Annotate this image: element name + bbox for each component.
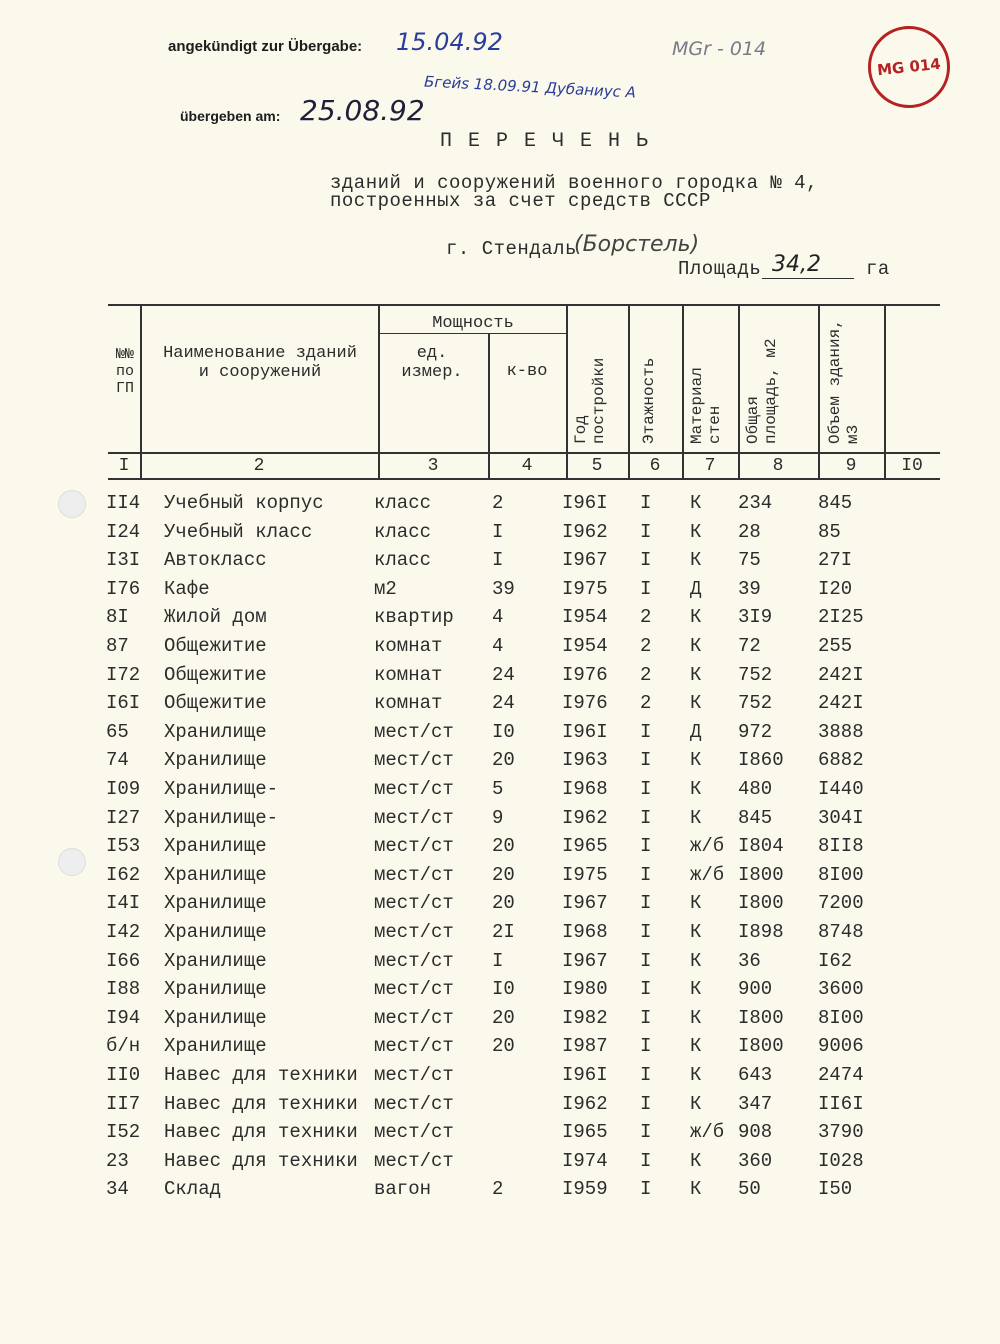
quantity: 20 [492, 1006, 515, 1029]
volume: 85 [818, 520, 841, 543]
col-sep [682, 304, 684, 478]
building-name: Общежитие [164, 663, 267, 686]
header-unit: ед. измер. [401, 344, 463, 382]
floors: I [640, 921, 652, 943]
quantity: 2 [492, 492, 504, 514]
row-number: I27 [106, 806, 141, 829]
volume: 6882 [818, 749, 864, 772]
unit: мест/ст [374, 749, 454, 772]
quantity: I [492, 949, 504, 972]
pencil-note: Бгейs 18.09.91 Дубаниус А [423, 72, 637, 102]
building-name: Хранилище [164, 1006, 267, 1029]
volume: 3600 [818, 978, 864, 1001]
year-built: I96I [562, 720, 608, 743]
header-volume: Объем здания, м3 [826, 319, 862, 444]
building-name: Хранилище [164, 978, 267, 1001]
row-number: б/н [106, 1035, 141, 1058]
volume: I50 [818, 1178, 853, 1201]
subtitle-line-1: зданий и сооружений военного городка № 4, [330, 172, 818, 194]
row-number: I24 [106, 520, 141, 543]
total-area: 972 [738, 720, 773, 743]
year-built: I976 [562, 692, 608, 715]
area-value: 34,2 [772, 252, 821, 277]
floors: I [640, 520, 652, 543]
wall-material: ж/б [690, 835, 725, 858]
unit: комнат [374, 692, 443, 715]
wall-material: К [690, 635, 702, 657]
unit: комнат [374, 635, 443, 657]
year-built: I976 [562, 663, 608, 686]
col-sep [738, 304, 740, 478]
floors: I [640, 1149, 652, 1172]
wall-material: К [690, 1064, 702, 1086]
building-name: Хранилище [164, 892, 267, 915]
wall-material: К [690, 692, 702, 715]
row-number: I6I [106, 692, 141, 715]
total-area: 908 [738, 1121, 773, 1144]
row-number: 74 [106, 749, 129, 772]
city: г. Стендаль [446, 238, 577, 260]
col-number: 5 [591, 456, 603, 476]
header-num: №№ по ГП [115, 346, 134, 397]
row-number: 23 [106, 1149, 129, 1172]
col-number: I [118, 456, 130, 476]
unit: м2 [374, 577, 397, 600]
unit: класс [374, 549, 432, 572]
unit: класс [374, 492, 432, 514]
wall-material: К [690, 778, 702, 800]
year-built: I954 [562, 606, 608, 629]
volume: II6I [818, 1092, 864, 1115]
announced-date: 15.04.92 [396, 28, 503, 56]
area-label: Площадь [678, 258, 762, 280]
quantity: 2 [492, 1178, 504, 1201]
building-name: Хранилище- [164, 778, 279, 800]
unit: мест/ст [374, 1092, 454, 1115]
unit: мест/ст [374, 720, 454, 743]
total-area: 72 [738, 635, 761, 657]
total-area: 28 [738, 520, 761, 543]
year-built: I967 [562, 892, 608, 915]
unit: мест/ст [374, 921, 454, 943]
wall-material: К [690, 1149, 702, 1172]
floors: I [640, 492, 652, 514]
building-name: Хранилище [164, 749, 267, 772]
unit: вагон [374, 1178, 432, 1201]
volume: 242I [818, 692, 864, 715]
wall-material: К [690, 606, 702, 629]
total-area: 50 [738, 1178, 761, 1201]
total-area: 480 [738, 778, 773, 800]
wall-material: К [690, 749, 702, 772]
floors: I [640, 549, 652, 572]
row-number: I94 [106, 1006, 141, 1029]
wall-material: ж/б [690, 863, 725, 886]
header-qty: к-во [506, 362, 548, 381]
archive-circle-stamp [868, 26, 950, 108]
subtitle-line-2: построенных за счет средств СССР [330, 190, 711, 212]
wall-material: К [690, 1092, 702, 1115]
row-number: I52 [106, 1121, 141, 1144]
total-area: 752 [738, 663, 773, 686]
volume: 27I [818, 549, 853, 572]
floors: I [640, 1006, 652, 1029]
year-built: I959 [562, 1178, 608, 1201]
col-sep [628, 304, 630, 478]
floors: I [640, 1092, 652, 1115]
total-area: I800 [738, 1006, 784, 1029]
wall-material: К [690, 949, 702, 972]
volume: 8II8 [818, 835, 864, 858]
unit: класс [374, 520, 432, 543]
volume: 3888 [818, 720, 864, 743]
building-name: Хранилище [164, 720, 267, 743]
year-built: I965 [562, 1121, 608, 1144]
floors: I [640, 835, 652, 858]
total-area: I800 [738, 892, 784, 915]
row-number: I4I [106, 892, 141, 915]
building-name: Хранилище [164, 863, 267, 886]
total-area: I898 [738, 921, 784, 943]
header-power: Мощность [432, 314, 514, 333]
year-built: I96I [562, 1064, 608, 1086]
header-material: Материал стен [688, 367, 724, 444]
floors: I [640, 720, 652, 743]
rule-top [108, 304, 940, 306]
unit: мест/ст [374, 1121, 454, 1144]
quantity: 9 [492, 806, 504, 829]
unit: квартир [374, 606, 454, 629]
volume: I62 [818, 949, 853, 972]
year-built: I975 [562, 577, 608, 600]
rule-header [108, 452, 940, 454]
total-area: 75 [738, 549, 761, 572]
floors: I [640, 1035, 652, 1058]
quantity: I0 [492, 978, 515, 1001]
floors: I [640, 978, 652, 1001]
volume: I028 [818, 1149, 864, 1172]
row-number: I53 [106, 835, 141, 858]
header-year: Год постройки [572, 357, 608, 444]
building-name: Общежитие [164, 635, 267, 657]
header-name: Наименование зданий и сооружений [163, 344, 357, 382]
volume: 2474 [818, 1064, 864, 1086]
col-number: 3 [427, 456, 439, 476]
volume: 255 [818, 635, 853, 657]
wall-material: К [690, 892, 702, 915]
header-floors: Этажность [640, 357, 658, 444]
building-name: Навес для техники [164, 1064, 358, 1086]
row-number: II4 [106, 492, 141, 514]
year-built: I962 [562, 1092, 608, 1115]
unit: мест/ст [374, 778, 454, 800]
building-name: Учебный класс [164, 520, 313, 543]
total-area: I860 [738, 749, 784, 772]
document-title: П Е Р Е Ч Е Н Ь [440, 130, 651, 153]
total-area: I800 [738, 863, 784, 886]
wall-material: ж/б [690, 1121, 725, 1144]
total-area: 360 [738, 1149, 773, 1172]
floors: I [640, 892, 652, 915]
announced-stamp-label: angekündigt zur Übergabe: [168, 38, 363, 55]
header-area: Общая площадь, м2 [744, 338, 780, 444]
building-name: Кафе [164, 577, 210, 600]
row-number: I3I [106, 549, 141, 572]
building-name: Хранилище [164, 949, 267, 972]
row-number: 65 [106, 720, 129, 743]
quantity: 2I [492, 921, 515, 943]
building-name: Учебный корпус [164, 492, 324, 514]
total-area: 347 [738, 1092, 773, 1115]
volume: 8I00 [818, 863, 864, 886]
building-name: Автокласс [164, 549, 267, 572]
rule-numbers [108, 478, 940, 480]
floors: I [640, 949, 652, 972]
volume: 242I [818, 663, 864, 686]
year-built: I982 [562, 1006, 608, 1029]
total-area: 39 [738, 577, 761, 600]
total-area: I804 [738, 835, 784, 858]
row-number: I09 [106, 778, 141, 800]
row-number: I88 [106, 978, 141, 1001]
unit: мест/ст [374, 1149, 454, 1172]
floors: I [640, 1064, 652, 1086]
unit: мест/ст [374, 892, 454, 915]
year-built: I974 [562, 1149, 608, 1172]
row-number: II7 [106, 1092, 141, 1115]
quantity: I0 [492, 720, 515, 743]
col-number: 2 [253, 456, 265, 476]
total-area: 752 [738, 692, 773, 715]
row-number: I72 [106, 663, 141, 686]
year-built: I967 [562, 549, 608, 572]
volume: 8748 [818, 921, 864, 943]
wall-material: К [690, 1006, 702, 1029]
row-number: I66 [106, 949, 141, 972]
wall-material: К [690, 520, 702, 543]
year-built: I954 [562, 635, 608, 657]
floors: 2 [640, 606, 652, 629]
row-number: I42 [106, 921, 141, 943]
building-name: Навес для техники [164, 1149, 358, 1172]
quantity: 39 [492, 577, 515, 600]
handed-date: 25.08.92 [300, 94, 425, 127]
col-number: 6 [649, 456, 661, 476]
year-built: I987 [562, 1035, 608, 1058]
building-name: Навес для техники [164, 1121, 358, 1144]
volume: 304I [818, 806, 864, 829]
year-built: I980 [562, 978, 608, 1001]
volume: I20 [818, 577, 853, 600]
unit: мест/ст [374, 806, 454, 829]
unit: мест/ст [374, 978, 454, 1001]
wall-material: К [690, 1178, 702, 1201]
total-area: 845 [738, 806, 773, 829]
total-area: 36 [738, 949, 761, 972]
building-name: Хранилище- [164, 806, 279, 829]
floors: I [640, 863, 652, 886]
quantity: 20 [492, 1035, 515, 1058]
unit: мест/ст [374, 835, 454, 858]
quantity: 24 [492, 692, 515, 715]
row-number: I76 [106, 577, 141, 600]
volume: 845 [818, 492, 853, 514]
floors: I [640, 778, 652, 800]
wall-material: Д [690, 577, 702, 600]
total-area: 234 [738, 492, 773, 514]
quantity: I [492, 520, 504, 543]
quantity: 20 [492, 892, 515, 915]
unit: мест/ст [374, 863, 454, 886]
total-area: I800 [738, 1035, 784, 1058]
year-built: I968 [562, 921, 608, 943]
year-built: I962 [562, 520, 608, 543]
total-area: 643 [738, 1064, 773, 1086]
year-built: I962 [562, 806, 608, 829]
year-built: I963 [562, 749, 608, 772]
building-name: Хранилище [164, 921, 267, 943]
volume: 8I00 [818, 1006, 864, 1029]
handed-stamp-label: übergeben am: [180, 108, 281, 124]
unit: мест/ст [374, 1006, 454, 1029]
volume: 3790 [818, 1121, 864, 1144]
floors: 2 [640, 692, 652, 715]
col-sep [884, 304, 886, 478]
quantity: 5 [492, 778, 504, 800]
volume: 9006 [818, 1035, 864, 1058]
year-built: I975 [562, 863, 608, 886]
wall-material: К [690, 921, 702, 943]
col-number: 8 [772, 456, 784, 476]
unit: комнат [374, 663, 443, 686]
total-area: 3I9 [738, 606, 773, 629]
building-name: Склад [164, 1178, 222, 1201]
floors: I [640, 749, 652, 772]
col-sep [566, 304, 568, 478]
wall-material: Д [690, 720, 702, 743]
col-sep [140, 304, 142, 478]
quantity: 4 [492, 635, 504, 657]
quantity: 20 [492, 749, 515, 772]
floors: I [640, 577, 652, 600]
circle-code: MG 014 [876, 54, 942, 80]
rule-power [378, 333, 566, 334]
year-built: I96I [562, 492, 608, 514]
volume: 2I25 [818, 606, 864, 629]
volume: I440 [818, 778, 864, 800]
unit: мест/ст [374, 1064, 454, 1086]
year-built: I967 [562, 949, 608, 972]
building-name: Жилой дом [164, 606, 267, 629]
wall-material: К [690, 663, 702, 686]
year-built: I965 [562, 835, 608, 858]
col-number: 4 [521, 456, 533, 476]
row-number: I62 [106, 863, 141, 886]
unit: мест/ст [374, 949, 454, 972]
building-name: Навес для техники [164, 1092, 358, 1115]
floors: 2 [640, 663, 652, 686]
year-built: I968 [562, 778, 608, 800]
floors: I [640, 806, 652, 829]
col-sep [818, 304, 820, 478]
punch-hole-top [58, 490, 86, 518]
area-unit: га [866, 258, 890, 280]
wall-material: К [690, 492, 702, 514]
total-area: 900 [738, 978, 773, 1001]
floors: 2 [640, 635, 652, 657]
wall-material: К [690, 1035, 702, 1058]
punch-hole-bottom [58, 848, 86, 876]
wall-material: К [690, 978, 702, 1001]
unit: мест/ст [374, 1035, 454, 1058]
floors: I [640, 1121, 652, 1144]
wall-material: К [690, 549, 702, 572]
city-handwritten: (Борстель) [574, 232, 700, 257]
area-underline [762, 278, 854, 279]
row-number: II0 [106, 1064, 141, 1086]
quantity: 24 [492, 663, 515, 686]
archive-code: MGr - 014 [672, 38, 767, 60]
volume: 7200 [818, 892, 864, 915]
col-number: 7 [704, 456, 716, 476]
quantity: 20 [492, 863, 515, 886]
col-number: 9 [845, 456, 857, 476]
building-name: Общежитие [164, 692, 267, 715]
building-name: Хранилище [164, 835, 267, 858]
row-number: 8I [106, 606, 129, 629]
building-name: Хранилище [164, 1035, 267, 1058]
col-number: I0 [901, 456, 923, 476]
quantity: I [492, 549, 504, 572]
wall-material: К [690, 806, 702, 829]
quantity: 4 [492, 606, 504, 629]
row-number: 87 [106, 635, 129, 657]
row-number: 34 [106, 1178, 129, 1201]
floors: I [640, 1178, 652, 1201]
quantity: 20 [492, 835, 515, 858]
